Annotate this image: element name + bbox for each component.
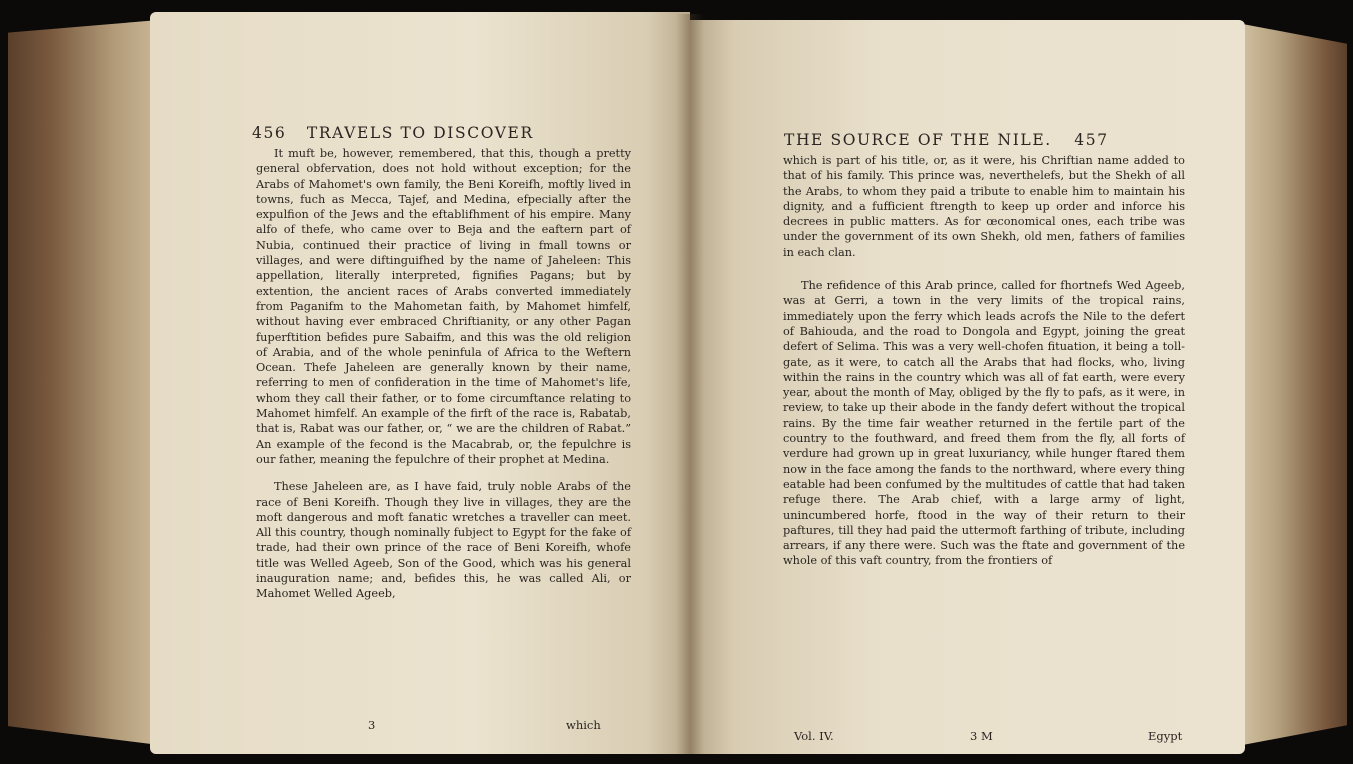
- left-page-text: [256, 146, 631, 602]
- volume-label: Vol. IV.: [794, 729, 834, 743]
- right-page-edges: [1232, 22, 1347, 747]
- right-paragraph-1: which is part of his title, or, as it were, his Chriftian name added to that of his family. This prince was, neverthelefs, but the Shekh of all the Arabs, to whom they paid a tribute to enable him to maintain his dignity, and a fufficient ftrength to keep up order and inforce his decrees in public matters. As for œconomical ones, each tribe was under the government of its own Shekh, old men, fathers of families in each clan.: [783, 154, 1185, 259]
- right-signature-mark: 3 M: [970, 729, 993, 743]
- right-page-number: 457: [1074, 131, 1109, 149]
- right-running-head: THE SOURCE OF THE NILE.: [784, 131, 1052, 149]
- left-signature-mark: 3: [368, 718, 376, 732]
- left-page-header: [252, 124, 534, 142]
- left-catchword: which: [566, 718, 601, 732]
- right-page-header: [784, 131, 1109, 149]
- right-page-text: [783, 153, 1185, 569]
- left-page-number: 456: [252, 124, 287, 142]
- right-catchword: Egypt: [1148, 729, 1183, 743]
- left-paragraph-2: These Jaheleen are, as I have faid, truly noble Arabs of the race of Beni Koreifh. Though they live in villages, they are the moft dangerous and moft fanatic wretches a traveller can meet. All this country, though nominally fubject to Egypt for the fake of trade, had their own prince of the race of Beni Koreifh, whofe title was Welled Ageeb, Son of the Good, which was his general inauguration name; and, befides this, he was called Ali, or Mahomet Welled Ageeb,: [256, 480, 631, 601]
- left-paragraph-1: It muft be, however, remembered, that this, though a pretty general obfervation, does not hold without exception; for the Arabs of Mahomet's own family, the Beni Koreifh, moftly lived in towns, fuch as Mecca, Tajef, and Medina, efpecially after the expulfion of the Jews and the eftablifhment of his empire. Many alfo of thefe, who came over to Beja and the eaftern part of Nubia, continued their practice of living in fmall towns or villages, and were diftinguifhed by the name of Jaheleen: This appellation, literally interpreted, fignifies Pagans; but by extention, the ancient races of Arabs converted immediately from Paganifm to the Mahometan faith, by Mahomet himfelf, without having ever embraced Chriftianity, or any other Pagan fuperftition befides pure Sabaifm, and this was the old religion of Arabia, and of the whole peninfula of Africa to the Weftern Ocean. Thefe Jaheleen are generally known by their name, referring to men of confideration in the time of Mahomet's life, whom they call their father, or to fome circumftance relating to Mahomet himfelf. An example of the firft of the race is, Rabatab, that is, Rabat was our father, or, “ we are the children of Rabat.” An example of the fecond is the Macabrab, or, the fepulchre is our father, meaning the fepulchre of their prophet at Medina.: [256, 147, 631, 466]
- book-gutter: [676, 14, 704, 754]
- right-paragraph-2: The refidence of this Arab prince, called for fhortnefs Wed Ageeb, was at Gerri, a town in the very limits of the tropical rains, immediately upon the ferry which leads acrofs the Nile to the defert of Bahiouda, and the road to Dongola and Egypt, joining the great defert of Selima. This was a very well-chofen fituation, it being a toll-gate, as it were, to catch all the Arabs that had flocks, who, living within the rains in the country which was all of fat earth, were every year, about the month of May, obliged by the fly to pafs, as it were, in review, to take up their abode in the fandy defert without the tropical rains. By the time fair weather returned in the fertile part of the country to the fouthward, and freed them from the fly, all forts of verdure had grown up in great luxuriancy, while hunger ftared them now in the face among the fands to the northward, where every thing eatable had been confumed by the multitudes of cattle that had taken refuge there. The Arab chief, with a large army of light, unincumbered horfe, ftood in the way of their return to their paftures, till they had paid the uttermoft farthing of tribute, including arrears, if any there were. Such was the ftate and government of the whole of this vaft country, from the frontiers of: [783, 279, 1185, 568]
- left-running-head: TRAVELS TO DISCOVER: [306, 124, 534, 142]
